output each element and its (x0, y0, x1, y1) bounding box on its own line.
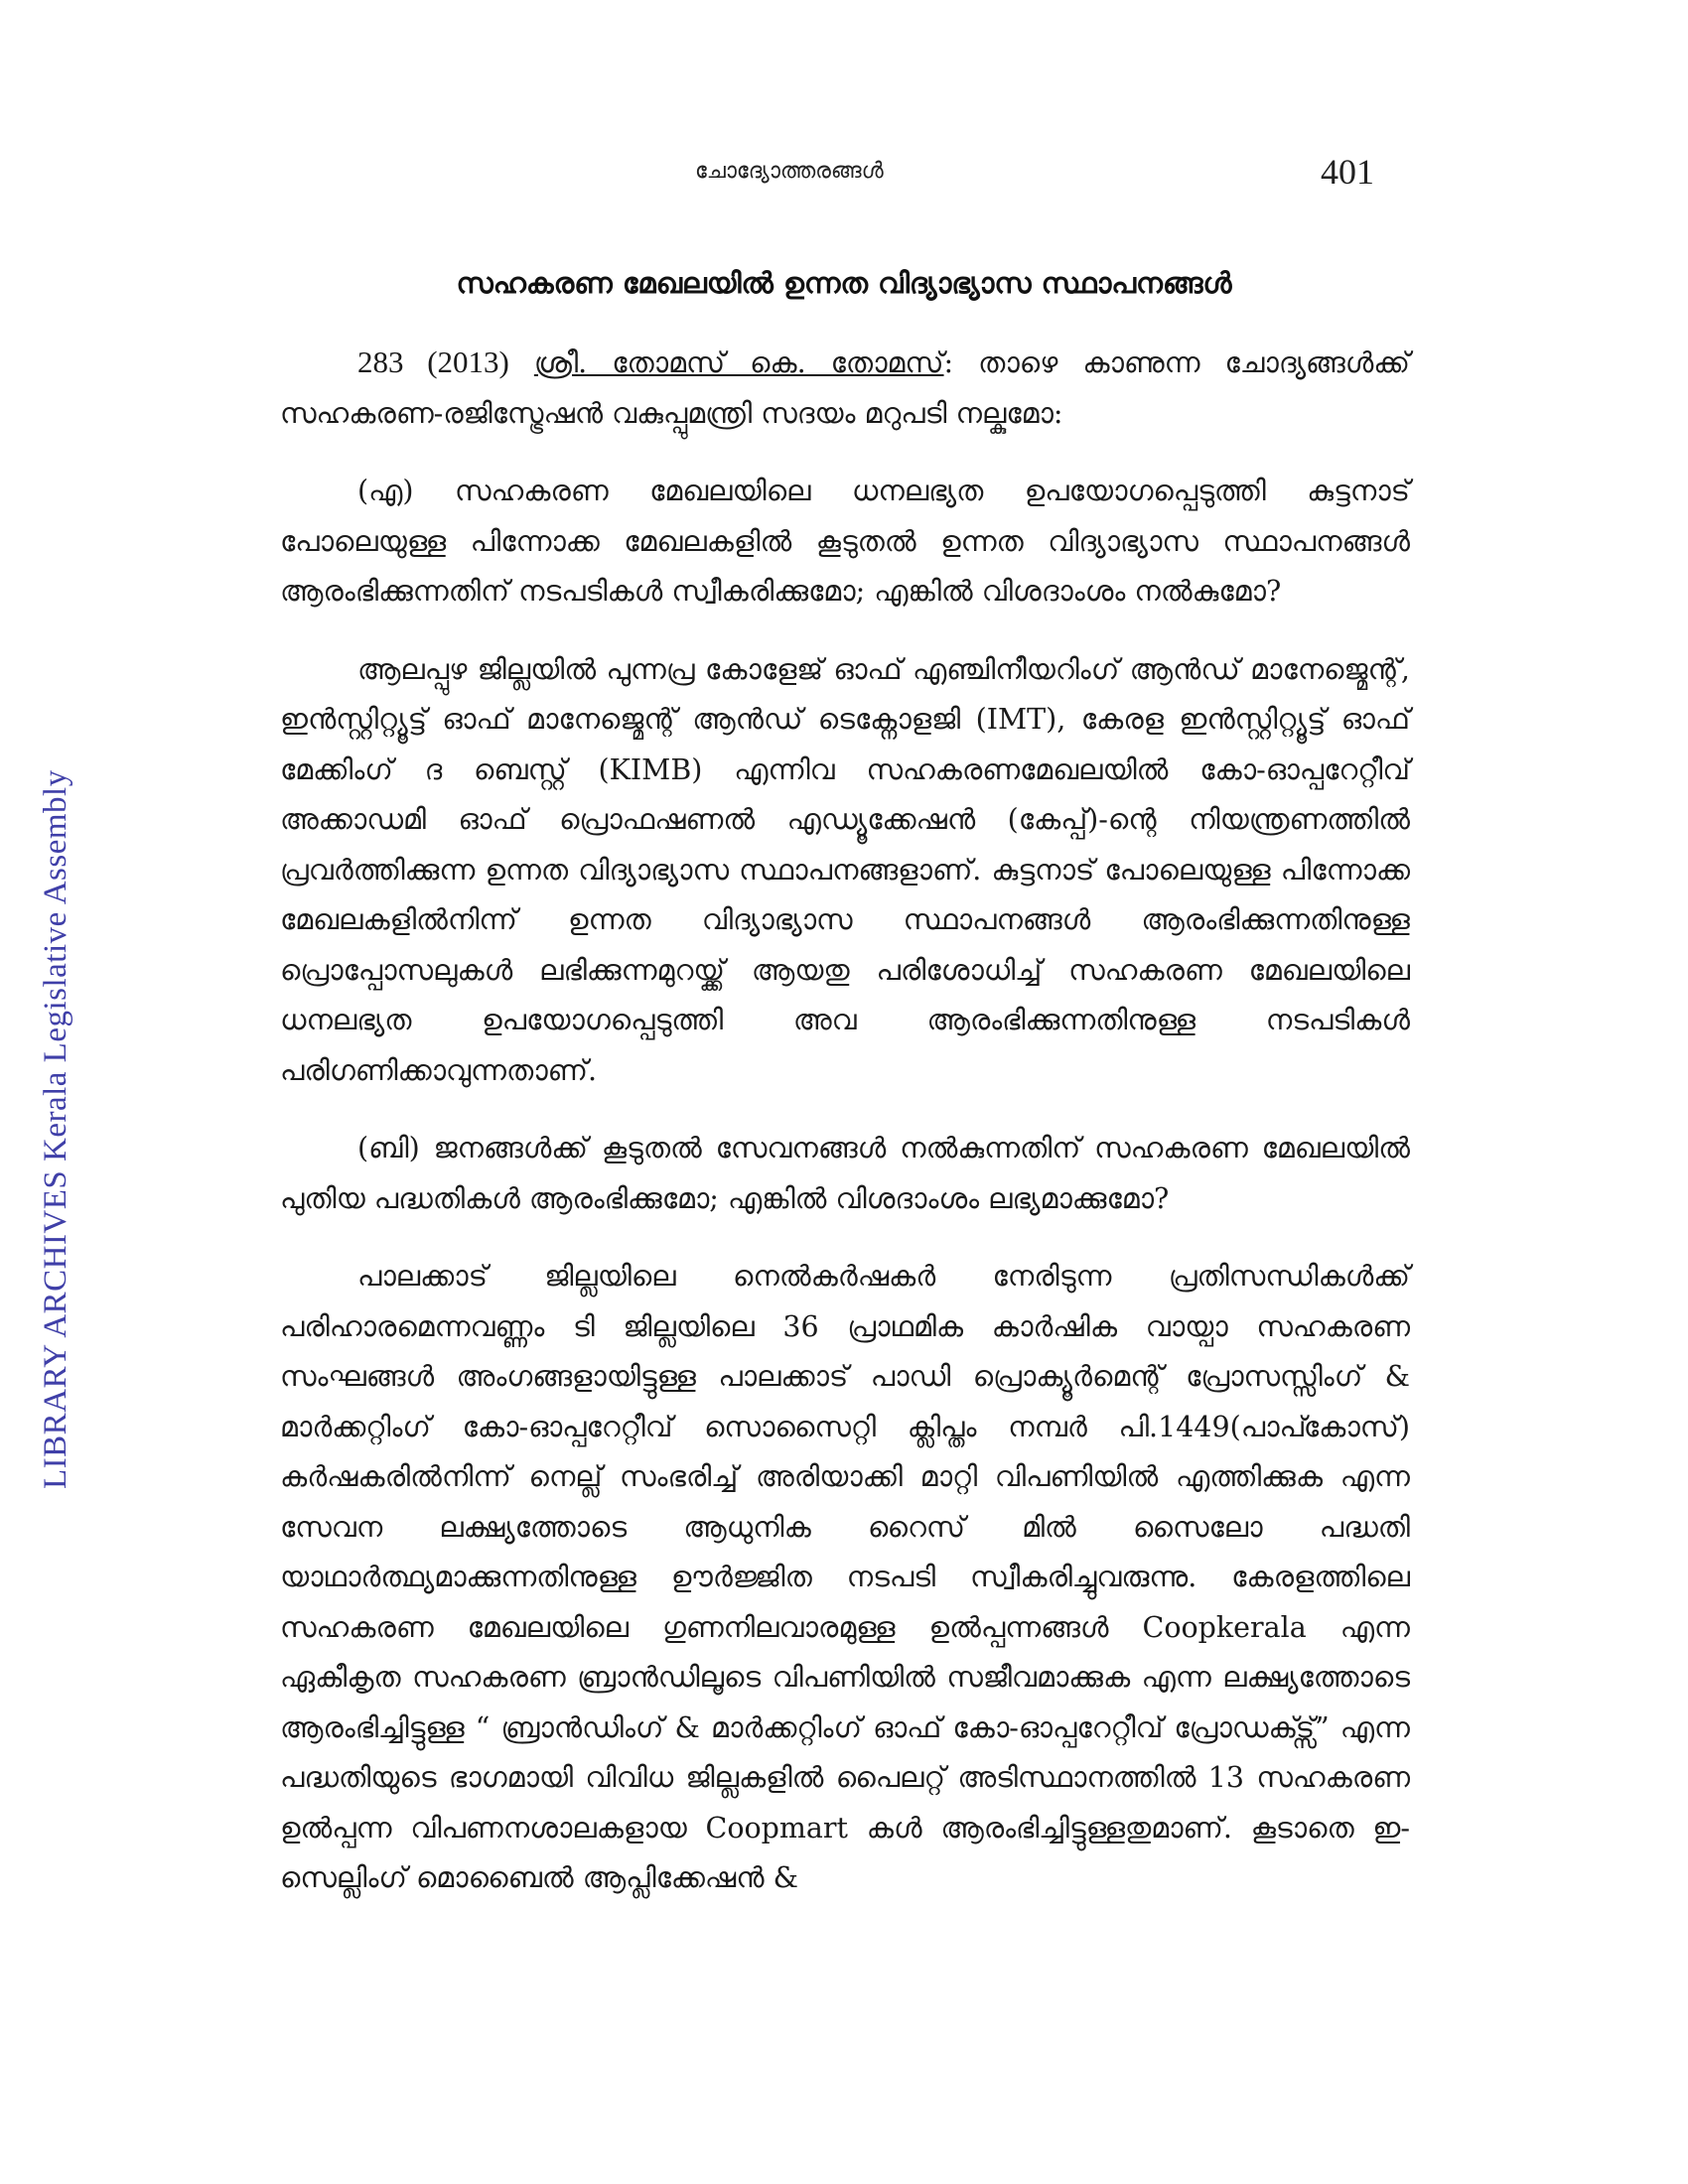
answer-b: പാലക്കാട് ജില്ലയിലെ നെൽകർഷകർ നേരിടുന്ന പ്രതിസന്ധികൾക്ക് പരിഹാരമെന്നവണ്ണം ടി ജില്ലയിലെ 36 പ്രാഥമിക കാർഷിക വായ്പാ സഹകരണ സംഘങ്ങൾ അംഗങ്ങളായിട്ടുള്ള പാലക്കാട് പാഡി പ്രൊക്യൂർമെന്റ് പ്രോസസ്സിംഗ് & മാർക്കറ്റിംഗ് കോ-ഓപ്പറേറ്റീവ് സൊസൈറ്റി ക്ലിപ്തം നമ്പർ പി.1449(പാപ്കോസ്) കർഷകരിൽനിന്ന് നെല്ല് സംഭരിച്ച് അരിയാക്കി മാറ്റി വിപണിയിൽ എത്തിക്കുക എന്ന സേവന ലക്ഷ്യത്തോടെ ആധുനിക റൈസ് മിൽ സൈലോ പദ്ധതി യാഥാർത്ഥ്യമാക്കുന്നതിനുള്ള ഊർജ്ജിത നടപടി സ്വീകരിച്ചുവരുന്നു. കേരളത്തിലെ സഹകരണ മേഖലയിലെ ഗുണനിലവാരമുള്ള ഉൽപ്പന്നങ്ങൾ Coopkerala എന്ന ഏകീകൃത സഹകരണ ബ്രാൻഡിലൂടെ വിപണിയിൽ സജീവമാക്കുക എന്ന ലക്ഷ്യത്തോടെ ആരംഭിച്ചിട്ടുള്ള “ ബ്രാൻഡിംഗ് & മാർക്കറ്റിംഗ് ഓഫ് കോ-ഓപ്പറേറ്റീവ് പ്രോഡക്ട്സ്” എന്ന പദ്ധതിയുടെ ഭാഗമായി വിവിധ ജില്ലകളിൽ പൈലറ്റ് അടിസ്ഥാനത്തിൽ 13 സഹകരണ ഉൽപ്പന്ന വിപണനശാലകളായ Coopmart കൾ ആരംഭിച്ചിട്ടുള്ളതുമാണ്. കൂടാതെ ഇ-സെല്ലിംഗ് മൊബൈൽ ആപ്ലിക്കേഷൻ & (280, 1260, 1410, 1894)
page-number: 401 (1321, 152, 1374, 192)
library-archives-watermark: LIBRARY ARCHIVES Kerala Legislative Assembly (38, 769, 73, 1489)
question-answer-body (280, 338, 1410, 1932)
question-intro-paragraph (280, 338, 1410, 439)
question-a: (എ) സഹകരണ മേഖലയിലെ ധനലഭ്യത ഉപയോഗപ്പെടുത്തി കുട്ടനാട് പോലെയുള്ള പിന്നോക്ക മേഖലകളിൽ കൂടുതൽ ഉന്നത വിദ്യാഭ്യാസ സ്ഥാപനങ്ങൾ ആരംഭിക്കുന്നതിന് നടപടികൾ സ്വീകരിക്കുമോ; എങ്കിൽ വിശദാംശം നൽകുമോ? (280, 475, 1410, 608)
question-intro-text: : താഴെ കാണുന്ന ചോദ്യങ്ങൾക്ക് സഹകരണ-രജിസ്ട്രേഷൻ വകുപ്പുമന്ത്രി സദയം മറുപടി നല്കുമോ: (280, 346, 1411, 430)
question-b: (ബി) ജനങ്ങൾക്ക് കൂടുതൽ സേവനങ്ങൾ നൽകുന്നതിന് സഹകരണ മേഖലയിൽ പുതിയ പദ്ധതികൾ ആരംഭിക്കുമോ; എങ്കിൽ വിശദാംശം ലഭ്യമാക്കുമോ? (280, 1132, 1410, 1215)
member-name: ശ്രീ. തോമസ് കെ. തോമസ് (533, 346, 944, 379)
running-head: ചോദ്യോത്തരങ്ങൾ (695, 159, 884, 184)
question-number: 283 (2013) (357, 344, 509, 379)
answer-a: ആലപ്പുഴ ജില്ലയിൽ പുന്നപ്ര കോളേജ് ഓഫ് എഞ്ചിനീയറിംഗ് ആൻഡ് മാനേജ്മെന്റ്, ഇൻസ്റ്റിറ്റ്യൂട്ട് ഓഫ് മാനേജ്മെന്റ് ആൻഡ് ടെക്നോളജി (IMT), കേരള ഇൻസ്റ്റിറ്റ്യൂട്ട് ഓഫ് മേക്കിംഗ് ദ ബെസ്റ്റ് (KIMB) എന്നിവ സഹകരണമേഖലയിൽ കോ-ഓപ്പറേറ്റീവ് അക്കാഡമി ഓഫ് പ്രൊഫഷണൽ എഡ്യൂക്കേഷൻ (കേപ്പ്)-ന്റെ നിയന്ത്രണത്തിൽ പ്രവർത്തിക്കുന്ന ഉന്നത വിദ്യാഭ്യാസ സ്ഥാപനങ്ങളാണ്. കുട്ടനാട് പോലെയുള്ള പിന്നോക്ക മേഖലകളിൽനിന്ന് ഉന്നത വിദ്യാഭ്യാസ സ്ഥാപനങ്ങൾ ആരംഭിക്കുന്നതിനുള്ള പ്രൊപ്പോസലുകൾ ലഭിക്കുന്നമുറയ്ക്ക് ആയതു പരിശോധിച്ച് സഹകരണ മേഖലയിലെ ധനലഭ്യത ഉപയോഗപ്പെടുത്തി അവ ആരംഭിക്കുന്നതിനുള്ള നടപടികൾ പരിഗണിക്കാവുന്നതാണ്. (280, 652, 1410, 1087)
section-heading: സഹകരണ മേഖലയിൽ ഉന്നത വിദ്യാഭ്യാസ സ്ഥാപനങ്ങൾ (456, 266, 1232, 300)
